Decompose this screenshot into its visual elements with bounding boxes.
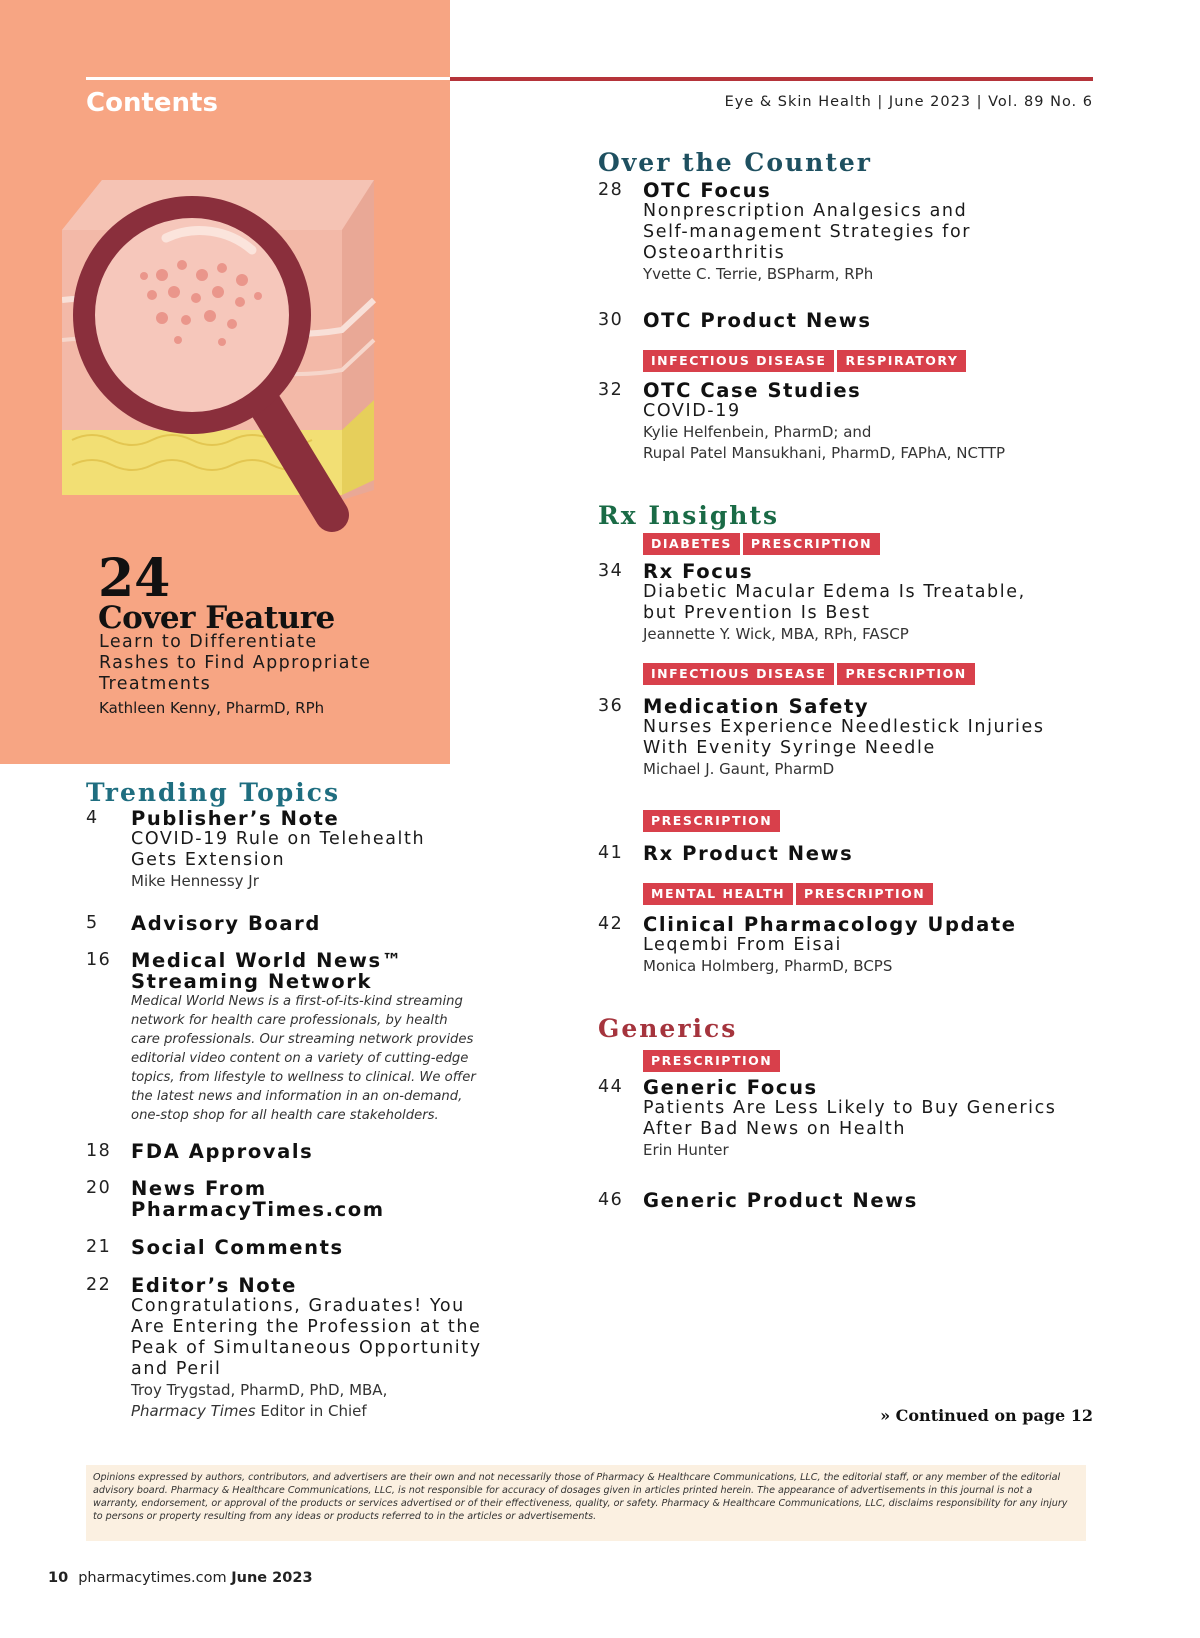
entry-page-number: 16 (86, 950, 112, 970)
entry-title[interactable]: OTC Product News (643, 309, 872, 332)
entry-title[interactable]: Medication Safety (643, 695, 870, 718)
entry-body (643, 561, 1026, 645)
issue-line: Eye & Skin Health | June 2023 | Vol. 89 No. 6 (724, 94, 1093, 110)
entry-body (643, 380, 1005, 464)
entry-subtitle: Congratulations, Graduates! You (131, 1296, 465, 1316)
header-rule-right (450, 77, 1093, 81)
entry-subtitle: Osteoarthritis (643, 243, 786, 263)
tag-group (643, 810, 780, 832)
entry-description: network for health care professionals, by health (131, 1013, 448, 1028)
entry-subtitle: Nurses Experience Needlestick Injuries (643, 717, 1045, 737)
cover-feature-page: 24 (98, 548, 171, 609)
section-heading-generics: Generics (598, 1014, 738, 1043)
entry-body (131, 913, 321, 934)
entry-title[interactable]: Social Comments (131, 1236, 344, 1259)
entry-page-number: 21 (86, 1237, 112, 1257)
entry-subtitle: Patients Are Less Likely to Buy Generics (643, 1098, 1057, 1118)
entry-author: Pharmacy Times Editor in Chief (131, 1402, 367, 1420)
category-tag: PRESCRIPTION (743, 533, 880, 555)
entry-subtitle: COVID-19 Rule on Telehealth (131, 829, 426, 849)
entry-subtitle: Peak of Simultaneous Opportunity (131, 1338, 482, 1358)
entry-page-number: 42 (598, 914, 624, 934)
entry-body (131, 1237, 344, 1258)
entry-subtitle: but Prevention Is Best (643, 603, 871, 623)
tag-group (643, 883, 933, 905)
entry-subtitle: Nonprescription Analgesics and (643, 201, 968, 221)
entry-body (643, 843, 853, 864)
cover-feature-author: Kathleen Kenny, PharmD, RPh (99, 699, 325, 717)
entry-title[interactable]: Rx Focus (643, 560, 754, 583)
cover-feature-title[interactable]: Cover Feature (98, 600, 335, 636)
entry-title[interactable]: Clinical Pharmacology Update (643, 913, 1017, 936)
entry-subtitle: Are Entering the Profession at the (131, 1317, 482, 1337)
entry-author: Kylie Helfenbein, PharmD; and (643, 423, 872, 441)
entry-subtitle: COVID-19 (643, 401, 741, 421)
entry-title[interactable]: Rx Product News (643, 842, 854, 865)
entry-title[interactable]: FDA Approvals (131, 1140, 314, 1163)
footer-date: June 2023 (231, 1570, 313, 1586)
entry-subtitle: Diabetic Macular Edema Is Treatable, (643, 582, 1026, 602)
entry-subtitle: Gets Extension (131, 850, 286, 870)
entry-body (643, 914, 1017, 977)
entry-description: care professionals. Our streaming network provides (131, 1032, 474, 1047)
category-tag: MENTAL HEALTH (643, 883, 793, 905)
entry-title[interactable]: Publisher’s Note (131, 807, 340, 830)
tag-group (643, 1050, 780, 1072)
section-heading-rx: Rx Insights (598, 501, 780, 530)
cover-feature-desc: Learn to Differentiate Rashes to Find Appropriate Treatments (99, 632, 372, 694)
entry-page-number: 22 (86, 1275, 112, 1295)
entry-subtitle: After Bad News on Health (643, 1119, 907, 1139)
entry-page-number: 46 (598, 1190, 624, 1210)
entry-body (131, 1178, 385, 1220)
entry-title[interactable]: Advisory Board (131, 912, 321, 935)
entry-description: Medical World News is a first-of-its-kind streaming (131, 994, 463, 1009)
entry-body (643, 180, 971, 285)
section-heading-trending: Trending Topics (86, 778, 341, 807)
entry-description: topics, from lifestyle to wellness to clinical. We offer (131, 1070, 476, 1085)
category-tag: RESPIRATORY (837, 350, 966, 372)
entry-body (643, 1077, 1057, 1161)
entry-body (131, 1141, 313, 1162)
entry-page-number: 5 (86, 913, 99, 933)
entry-title[interactable]: Medical World News™ (131, 949, 403, 972)
entry-body (131, 808, 425, 892)
category-tag: INFECTIOUS DISEASE (643, 663, 834, 685)
entry-author: Jeannette Y. Wick, MBA, RPh, FASCP (643, 625, 909, 643)
category-tag: DIABETES (643, 533, 740, 555)
category-tag: INFECTIOUS DISEASE (643, 350, 834, 372)
tag-group (643, 533, 880, 555)
entry-author: Mike Hennessy Jr (131, 872, 259, 890)
entry-author: Yvette C. Terrie, BSPharm, RPh (643, 265, 874, 283)
entry-author: Monica Holmberg, PharmD, BCPS (643, 957, 893, 975)
entry-description: editorial video content on a variety of cutting-edge (131, 1051, 469, 1066)
entry-subtitle: Leqembi From Eisai (643, 935, 843, 955)
entry-page-number: 41 (598, 843, 624, 863)
tag-group (643, 350, 966, 372)
entry-title[interactable]: Streaming Network (131, 970, 373, 993)
entry-author: Erin Hunter (643, 1141, 729, 1159)
entry-body (643, 696, 1045, 780)
continued-note: » Continued on page 12 (880, 1406, 1093, 1425)
entry-title[interactable]: OTC Focus (643, 179, 772, 202)
entry-author: Troy Trygstad, PharmD, PhD, MBA, (131, 1381, 388, 1399)
entry-title[interactable]: Editor’s Note (131, 1274, 297, 1297)
entry-title[interactable]: Generic Focus (643, 1076, 818, 1099)
header-rule-left (86, 77, 450, 80)
disclaimer: Opinions expressed by authors, contributors, and advertisers are their own and not necessarily those of Pharmacy & Healthcare Communications, LLC, the editorial staff, or any member of the editorial advisory board. Pharmacy & Healthcare Communications, LLC, is not responsible for accuracy of dosages given in articles printed herein. The appearance of advertisements in this journal is not a warranty, endorsement, or approval of the products or services advertised or of their effectiveness, quality, or safety. Pharmacy & Healthcare Communications, LLC, disclaims responsibility for any injury to persons or property resulting from any ideas or products referred to in the articles or advertisements. (86, 1465, 1086, 1541)
entry-body (643, 310, 872, 331)
entry-page-number: 36 (598, 696, 624, 716)
page-footer (48, 1570, 313, 1586)
footer-page-number: 10 (48, 1570, 69, 1586)
entry-subtitle: Self-management Strategies for (643, 222, 972, 242)
section-heading-otc: Over the Counter (598, 148, 872, 177)
entry-page-number: 32 (598, 380, 624, 400)
entry-body (131, 1275, 482, 1422)
entry-page-number: 44 (598, 1077, 624, 1097)
entry-page-number: 18 (86, 1141, 112, 1161)
category-tag: PRESCRIPTION (643, 1050, 780, 1072)
entry-title[interactable]: Generic Product News (643, 1189, 918, 1212)
category-tag: PRESCRIPTION (796, 883, 933, 905)
category-tag: PRESCRIPTION (837, 663, 974, 685)
cover-illustration (62, 180, 402, 550)
entry-description: one-stop shop for all health care stakeholders. (131, 1108, 439, 1123)
entry-page-number: 30 (598, 310, 624, 330)
entry-description: the latest news and information in an on-demand, (131, 1089, 463, 1104)
entry-author: Michael J. Gaunt, PharmD (643, 760, 835, 778)
entry-body (643, 1190, 918, 1211)
entry-page-number: 20 (86, 1178, 112, 1198)
contents-label: Contents (86, 88, 218, 118)
entry-title[interactable]: News From (131, 1177, 267, 1200)
tag-group (643, 663, 975, 685)
entry-subtitle: and Peril (131, 1359, 222, 1379)
entry-author: Rupal Patel Mansukhani, PharmD, FAPhA, NCTTP (643, 444, 1006, 462)
entry-subtitle: With Evenity Syringe Needle (643, 738, 936, 758)
category-tag: PRESCRIPTION (643, 810, 780, 832)
entry-page-number: 28 (598, 180, 624, 200)
entry-page-number: 4 (86, 808, 99, 828)
entry-page-number: 34 (598, 561, 624, 581)
entry-title[interactable]: OTC Case Studies (643, 379, 862, 402)
publication-name: Pharmacy Times (131, 1402, 256, 1420)
entry-body (131, 950, 476, 1125)
entry-title[interactable]: PharmacyTimes.com (131, 1198, 385, 1221)
footer-site: pharmacytimes.com (78, 1570, 227, 1586)
